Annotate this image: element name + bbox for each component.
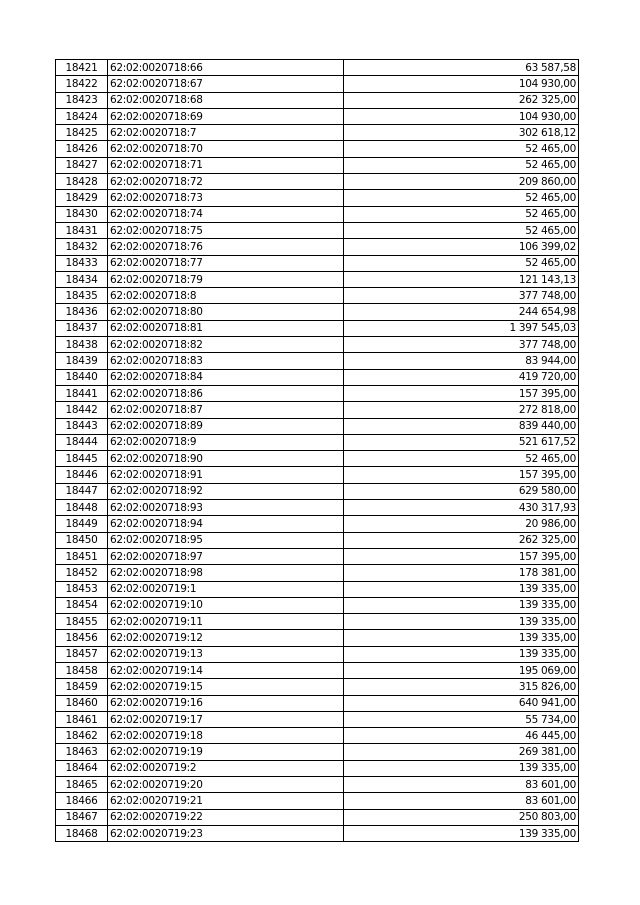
table-row bbox=[56, 76, 579, 92]
cadastral-value-cell: 178 381,00 bbox=[344, 565, 579, 581]
table-row bbox=[56, 581, 579, 597]
table-row bbox=[56, 516, 579, 532]
table-row bbox=[56, 630, 579, 646]
cadastral-value-table bbox=[55, 59, 579, 842]
row-number-cell: 18440 bbox=[56, 369, 108, 385]
row-number-cell: 18450 bbox=[56, 532, 108, 548]
cadastral-number-cell: 62:02:0020719:15 bbox=[108, 679, 344, 695]
table-row bbox=[56, 662, 579, 678]
cadastral-value-cell: 104 930,00 bbox=[344, 108, 579, 124]
row-number-cell: 18431 bbox=[56, 222, 108, 238]
cadastral-value-cell: 83 601,00 bbox=[344, 777, 579, 793]
row-number-cell: 18429 bbox=[56, 190, 108, 206]
row-number-cell: 18468 bbox=[56, 825, 108, 841]
table-row bbox=[56, 60, 579, 76]
table-row bbox=[56, 548, 579, 564]
cadastral-value-cell: 104 930,00 bbox=[344, 76, 579, 92]
row-number-cell: 18425 bbox=[56, 125, 108, 141]
cadastral-value-cell: 209 860,00 bbox=[344, 174, 579, 190]
row-number-cell: 18464 bbox=[56, 760, 108, 776]
cadastral-value-cell: 262 325,00 bbox=[344, 92, 579, 108]
row-number-cell: 18449 bbox=[56, 516, 108, 532]
table-row bbox=[56, 255, 579, 271]
cadastral-value-cell: 52 465,00 bbox=[344, 141, 579, 157]
row-number-cell: 18451 bbox=[56, 548, 108, 564]
cadastral-number-cell: 62:02:0020718:69 bbox=[108, 108, 344, 124]
cadastral-value-cell: 139 335,00 bbox=[344, 597, 579, 613]
row-number-cell: 18432 bbox=[56, 239, 108, 255]
cadastral-value-cell: 244 654,98 bbox=[344, 304, 579, 320]
table-row bbox=[56, 271, 579, 287]
cadastral-number-cell: 62:02:0020718:83 bbox=[108, 353, 344, 369]
cadastral-number-cell: 62:02:0020718:70 bbox=[108, 141, 344, 157]
table-row bbox=[56, 451, 579, 467]
cadastral-number-cell: 62:02:0020718:92 bbox=[108, 483, 344, 499]
cadastral-number-cell: 62:02:0020718:7 bbox=[108, 125, 344, 141]
cadastral-value-cell: 52 465,00 bbox=[344, 206, 579, 222]
cadastral-value-cell: 315 826,00 bbox=[344, 679, 579, 695]
table-row bbox=[56, 825, 579, 841]
row-number-cell: 18460 bbox=[56, 695, 108, 711]
table-row bbox=[56, 597, 579, 613]
table-row bbox=[56, 711, 579, 727]
cadastral-value-cell: 52 465,00 bbox=[344, 157, 579, 173]
cadastral-number-cell: 62:02:0020718:72 bbox=[108, 174, 344, 190]
cadastral-number-cell: 62:02:0020719:1 bbox=[108, 581, 344, 597]
table-row bbox=[56, 353, 579, 369]
cadastral-number-cell: 62:02:0020718:84 bbox=[108, 369, 344, 385]
table-row bbox=[56, 369, 579, 385]
cadastral-number-cell: 62:02:0020718:90 bbox=[108, 451, 344, 467]
table-row bbox=[56, 125, 579, 141]
table-row bbox=[56, 809, 579, 825]
table-row bbox=[56, 141, 579, 157]
row-number-cell: 18463 bbox=[56, 744, 108, 760]
cadastral-number-cell: 62:02:0020718:80 bbox=[108, 304, 344, 320]
cadastral-value-cell: 83 944,00 bbox=[344, 353, 579, 369]
table-row bbox=[56, 614, 579, 630]
table-row bbox=[56, 320, 579, 336]
cadastral-number-cell: 62:02:0020718:94 bbox=[108, 516, 344, 532]
cadastral-value-cell: 106 399,02 bbox=[344, 239, 579, 255]
cadastral-value-cell: 521 617,52 bbox=[344, 434, 579, 450]
row-number-cell: 18452 bbox=[56, 565, 108, 581]
table-row bbox=[56, 92, 579, 108]
table-row bbox=[56, 157, 579, 173]
cadastral-value-cell: 272 818,00 bbox=[344, 402, 579, 418]
row-number-cell: 18437 bbox=[56, 320, 108, 336]
row-number-cell: 18438 bbox=[56, 337, 108, 353]
row-number-cell: 18430 bbox=[56, 206, 108, 222]
cadastral-number-cell: 62:02:0020719:12 bbox=[108, 630, 344, 646]
row-number-cell: 18426 bbox=[56, 141, 108, 157]
cadastral-number-cell: 62:02:0020719:23 bbox=[108, 825, 344, 841]
table-row bbox=[56, 565, 579, 581]
cadastral-value-cell: 157 395,00 bbox=[344, 467, 579, 483]
row-number-cell: 18445 bbox=[56, 451, 108, 467]
table-row bbox=[56, 500, 579, 516]
cadastral-number-cell: 62:02:0020718:66 bbox=[108, 60, 344, 76]
cadastral-number-cell: 62:02:0020718:82 bbox=[108, 337, 344, 353]
cadastral-number-cell: 62:02:0020718:67 bbox=[108, 76, 344, 92]
cadastral-number-cell: 62:02:0020718:79 bbox=[108, 271, 344, 287]
table-row bbox=[56, 206, 579, 222]
cadastral-number-cell: 62:02:0020719:19 bbox=[108, 744, 344, 760]
cadastral-number-cell: 62:02:0020719:16 bbox=[108, 695, 344, 711]
cadastral-number-cell: 62:02:0020718:68 bbox=[108, 92, 344, 108]
row-number-cell: 18467 bbox=[56, 809, 108, 825]
table-row bbox=[56, 174, 579, 190]
row-number-cell: 18434 bbox=[56, 271, 108, 287]
cadastral-number-cell: 62:02:0020718:81 bbox=[108, 320, 344, 336]
table-row bbox=[56, 679, 579, 695]
cadastral-value-cell: 139 335,00 bbox=[344, 760, 579, 776]
cadastral-number-cell: 62:02:0020719:22 bbox=[108, 809, 344, 825]
cadastral-value-cell: 83 601,00 bbox=[344, 793, 579, 809]
row-number-cell: 18442 bbox=[56, 402, 108, 418]
cadastral-value-cell: 839 440,00 bbox=[344, 418, 579, 434]
row-number-cell: 18435 bbox=[56, 288, 108, 304]
cadastral-number-cell: 62:02:0020718:87 bbox=[108, 402, 344, 418]
row-number-cell: 18457 bbox=[56, 646, 108, 662]
table-row bbox=[56, 402, 579, 418]
row-number-cell: 18433 bbox=[56, 255, 108, 271]
row-number-cell: 18443 bbox=[56, 418, 108, 434]
cadastral-value-cell: 157 395,00 bbox=[344, 385, 579, 401]
cadastral-number-cell: 62:02:0020718:89 bbox=[108, 418, 344, 434]
row-number-cell: 18454 bbox=[56, 597, 108, 613]
table-row bbox=[56, 744, 579, 760]
cadastral-number-cell: 62:02:0020719:20 bbox=[108, 777, 344, 793]
table-row bbox=[56, 222, 579, 238]
cadastral-number-cell: 62:02:0020718:93 bbox=[108, 500, 344, 516]
cadastral-value-cell: 20 986,00 bbox=[344, 516, 579, 532]
cadastral-value-cell: 640 941,00 bbox=[344, 695, 579, 711]
cadastral-number-cell: 62:02:0020718:8 bbox=[108, 288, 344, 304]
row-number-cell: 18422 bbox=[56, 76, 108, 92]
table-row bbox=[56, 385, 579, 401]
table-row bbox=[56, 646, 579, 662]
cadastral-number-cell: 62:02:0020719:10 bbox=[108, 597, 344, 613]
row-number-cell: 18421 bbox=[56, 60, 108, 76]
row-number-cell: 18453 bbox=[56, 581, 108, 597]
table-row bbox=[56, 695, 579, 711]
table-row bbox=[56, 728, 579, 744]
cadastral-number-cell: 62:02:0020718:97 bbox=[108, 548, 344, 564]
table-row bbox=[56, 777, 579, 793]
row-number-cell: 18466 bbox=[56, 793, 108, 809]
table-row bbox=[56, 532, 579, 548]
cadastral-value-cell: 377 748,00 bbox=[344, 337, 579, 353]
cadastral-value-cell: 121 143,13 bbox=[344, 271, 579, 287]
row-number-cell: 18461 bbox=[56, 711, 108, 727]
table-row bbox=[56, 337, 579, 353]
cadastral-value-cell: 139 335,00 bbox=[344, 630, 579, 646]
cadastral-value-cell: 52 465,00 bbox=[344, 255, 579, 271]
row-number-cell: 18455 bbox=[56, 614, 108, 630]
table-row bbox=[56, 467, 579, 483]
cadastral-number-cell: 62:02:0020718:91 bbox=[108, 467, 344, 483]
row-number-cell: 18444 bbox=[56, 434, 108, 450]
cadastral-value-cell: 377 748,00 bbox=[344, 288, 579, 304]
row-number-cell: 18456 bbox=[56, 630, 108, 646]
cadastral-number-cell: 62:02:0020719:17 bbox=[108, 711, 344, 727]
cadastral-value-cell: 302 618,12 bbox=[344, 125, 579, 141]
row-number-cell: 18424 bbox=[56, 108, 108, 124]
cadastral-number-cell: 62:02:0020719:2 bbox=[108, 760, 344, 776]
cadastral-value-cell: 55 734,00 bbox=[344, 711, 579, 727]
table-row bbox=[56, 483, 579, 499]
cadastral-number-cell: 62:02:0020718:73 bbox=[108, 190, 344, 206]
cadastral-number-cell: 62:02:0020718:71 bbox=[108, 157, 344, 173]
cadastral-value-cell: 269 381,00 bbox=[344, 744, 579, 760]
row-number-cell: 18427 bbox=[56, 157, 108, 173]
cadastral-number-cell: 62:02:0020719:11 bbox=[108, 614, 344, 630]
cadastral-value-cell: 629 580,00 bbox=[344, 483, 579, 499]
cadastral-number-cell: 62:02:0020718:74 bbox=[108, 206, 344, 222]
cadastral-value-cell: 419 720,00 bbox=[344, 369, 579, 385]
table-row bbox=[56, 239, 579, 255]
cadastral-number-cell: 62:02:0020718:75 bbox=[108, 222, 344, 238]
cadastral-number-cell: 62:02:0020718:9 bbox=[108, 434, 344, 450]
cadastral-value-cell: 157 395,00 bbox=[344, 548, 579, 564]
cadastral-value-cell: 52 465,00 bbox=[344, 451, 579, 467]
row-number-cell: 18459 bbox=[56, 679, 108, 695]
cadastral-number-cell: 62:02:0020719:13 bbox=[108, 646, 344, 662]
cadastral-value-cell: 139 335,00 bbox=[344, 581, 579, 597]
cadastral-value-cell: 195 069,00 bbox=[344, 662, 579, 678]
cadastral-value-cell: 139 335,00 bbox=[344, 825, 579, 841]
cadastral-number-cell: 62:02:0020719:21 bbox=[108, 793, 344, 809]
cadastral-number-cell: 62:02:0020719:14 bbox=[108, 662, 344, 678]
row-number-cell: 18436 bbox=[56, 304, 108, 320]
row-number-cell: 18458 bbox=[56, 662, 108, 678]
table-row bbox=[56, 793, 579, 809]
cadastral-value-cell: 430 317,93 bbox=[344, 500, 579, 516]
row-number-cell: 18441 bbox=[56, 385, 108, 401]
table-body bbox=[56, 60, 579, 842]
row-number-cell: 18462 bbox=[56, 728, 108, 744]
table-row bbox=[56, 434, 579, 450]
cadastral-value-cell: 52 465,00 bbox=[344, 190, 579, 206]
cadastral-number-cell: 62:02:0020718:95 bbox=[108, 532, 344, 548]
row-number-cell: 18428 bbox=[56, 174, 108, 190]
table-row bbox=[56, 304, 579, 320]
row-number-cell: 18439 bbox=[56, 353, 108, 369]
cadastral-number-cell: 62:02:0020719:18 bbox=[108, 728, 344, 744]
cadastral-value-cell: 139 335,00 bbox=[344, 646, 579, 662]
cadastral-value-cell: 262 325,00 bbox=[344, 532, 579, 548]
row-number-cell: 18423 bbox=[56, 92, 108, 108]
table-row bbox=[56, 418, 579, 434]
cadastral-number-cell: 62:02:0020718:77 bbox=[108, 255, 344, 271]
table-row bbox=[56, 288, 579, 304]
row-number-cell: 18465 bbox=[56, 777, 108, 793]
cadastral-number-cell: 62:02:0020718:76 bbox=[108, 239, 344, 255]
cadastral-value-cell: 250 803,00 bbox=[344, 809, 579, 825]
table-row bbox=[56, 760, 579, 776]
cadastral-number-cell: 62:02:0020718:98 bbox=[108, 565, 344, 581]
row-number-cell: 18446 bbox=[56, 467, 108, 483]
cadastral-number-cell: 62:02:0020718:86 bbox=[108, 385, 344, 401]
row-number-cell: 18447 bbox=[56, 483, 108, 499]
table-row bbox=[56, 108, 579, 124]
cadastral-value-cell: 46 445,00 bbox=[344, 728, 579, 744]
table-row bbox=[56, 190, 579, 206]
cadastral-value-cell: 63 587,58 bbox=[344, 60, 579, 76]
cadastral-value-cell: 1 397 545,03 bbox=[344, 320, 579, 336]
cadastral-value-cell: 52 465,00 bbox=[344, 222, 579, 238]
row-number-cell: 18448 bbox=[56, 500, 108, 516]
cadastral-value-cell: 139 335,00 bbox=[344, 614, 579, 630]
